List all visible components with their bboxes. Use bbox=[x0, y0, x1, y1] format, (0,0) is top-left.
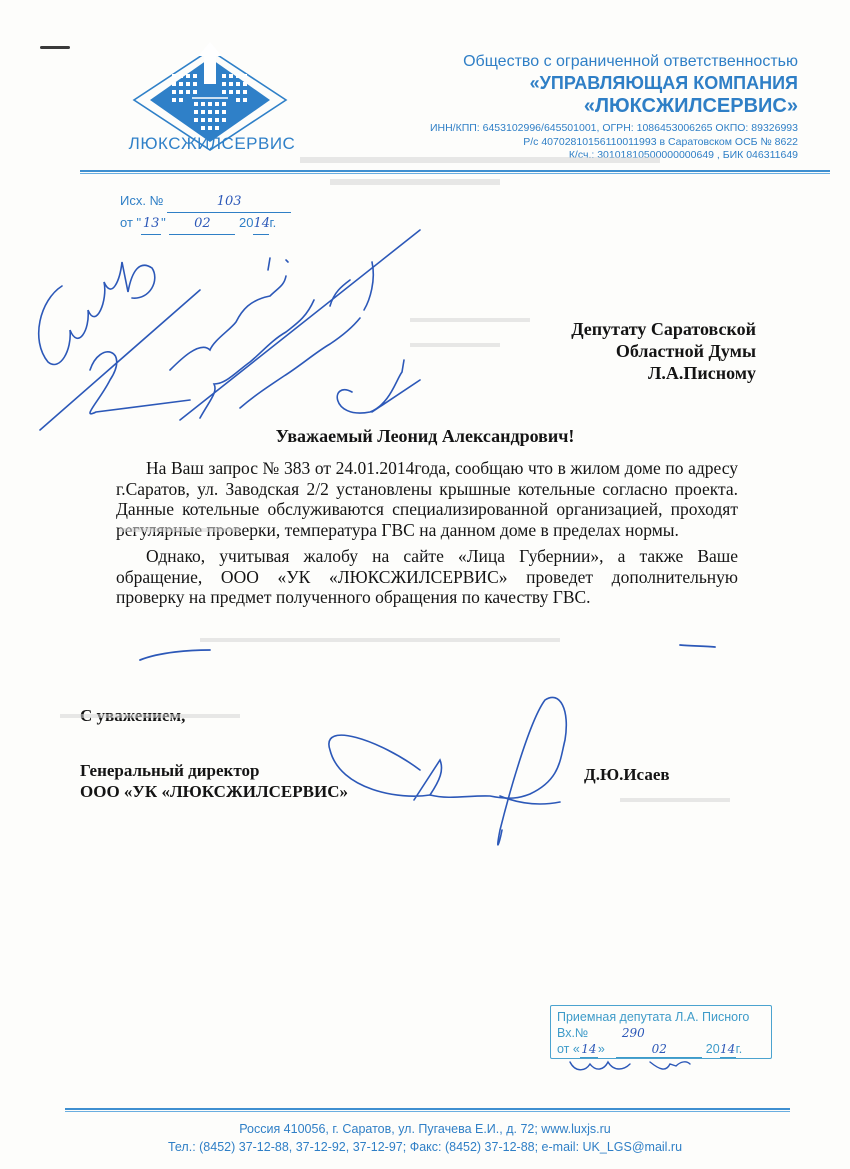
stamp-in-label: Вх.№ bbox=[557, 1026, 589, 1040]
outgoing-number-label: Исх. № bbox=[120, 193, 164, 208]
outgoing-year-suffix: г. bbox=[269, 215, 277, 230]
footer-address: Россия 410056, г. Саратов, ул. Пугачева Е.И., д. 72; www.luxjs.ru bbox=[239, 1122, 611, 1136]
addressee-block bbox=[571, 318, 756, 384]
ink-underline-marks bbox=[140, 645, 715, 660]
requisites-corr-account: К/сч.: 30101810500000000649 , БИК 046311649 bbox=[568, 149, 798, 161]
stamp-title: Приемная депутата Л.А. Писного bbox=[557, 1010, 750, 1024]
margin-dash-mark bbox=[40, 46, 70, 49]
resolution-handwriting bbox=[39, 230, 420, 430]
signer-position bbox=[80, 760, 348, 802]
company-requisites bbox=[430, 122, 798, 163]
stamp-handwriting bbox=[570, 1062, 690, 1070]
outgoing-date-month: 02 bbox=[169, 214, 235, 235]
outgoing-date-prefix: от " bbox=[120, 215, 142, 230]
requisites-account: Р/с 40702810156110011993 в Саратовском ОСБ № 8622 bbox=[523, 135, 798, 148]
stamp-year-suffix: г. bbox=[735, 1042, 743, 1056]
header-divider bbox=[80, 170, 830, 174]
org-legal-form: Общество с ограниченной ответственностью bbox=[463, 53, 798, 70]
stamp-date-day-suffix: » bbox=[597, 1042, 605, 1056]
addressee-line1: Депутату Саратовской bbox=[571, 319, 756, 339]
outgoing-number-block bbox=[120, 191, 291, 235]
org-name-line2: «ЛЮКСЖИЛСЕРВИС» bbox=[583, 95, 798, 117]
signer-company: ООО «УК «ЛЮКСЖИЛСЕРВИС» bbox=[80, 782, 348, 801]
logo-wordmark: ЛЮКСЖИЛСЕРВИС bbox=[128, 134, 296, 153]
addressee-line3: Л.А.Писному bbox=[647, 363, 756, 383]
outgoing-number-value: 103 bbox=[167, 192, 291, 213]
organization-name bbox=[463, 52, 798, 118]
outgoing-date-day: 13 bbox=[141, 214, 161, 235]
stamp-date-day: 14 bbox=[581, 1042, 597, 1056]
salutation: Уважаемый Леонид Александрович! bbox=[275, 426, 575, 446]
outgoing-year-prefix: 20 bbox=[239, 215, 254, 230]
footer-divider bbox=[65, 1108, 790, 1112]
org-name-line1: «УПРАВЛЯЮЩАЯ КОМПАНИЯ bbox=[529, 73, 798, 93]
letter-body bbox=[116, 458, 738, 608]
signer-title: Генеральный директор bbox=[80, 761, 260, 780]
stamp-date-month: 02 bbox=[616, 1041, 702, 1058]
outgoing-date-year: 14 bbox=[253, 214, 269, 235]
stamp-date-year: 14 bbox=[720, 1042, 736, 1056]
closing-regards: С уважением, bbox=[80, 706, 186, 725]
stamp-date-prefix: от « bbox=[557, 1042, 580, 1056]
body-paragraph-1: На Ваш запрос № 383 от 24.01.2014года, сообщаю что в жилом доме по адресу г.Саратов, ул. Заводская 2/2 установлены крышные котельные согласно проекта. Данные котельные обслуживаются специализированной организацией, проходят регулярные проверки, температура ГВС на данном доме в пределах нормы. bbox=[116, 458, 738, 540]
signer-name: Д.Ю.Исаев bbox=[584, 765, 670, 784]
stamp-in-number: 290 bbox=[621, 1026, 645, 1040]
director-signature bbox=[329, 697, 566, 845]
body-paragraph-2: Однако, учитывая жалобу на сайте «Лица Губернии», а также Ваше обращение, ООО «УК «ЛЮКСЖИЛСЕРВИС» проведет дополнительную проверку на предмет полученного обращения по качеству ГВС. bbox=[116, 546, 738, 607]
stamp-year-prefix: 20 bbox=[705, 1042, 720, 1056]
footer-phones: Тел.: (8452) 37-12-88, 37-12-92, 37-12-97; Факс: (8452) 37-12-88; e-mail: UK_LGS@mail.ru bbox=[167, 1140, 683, 1154]
addressee-line2: Областной Думы bbox=[615, 341, 756, 361]
registration-stamp bbox=[550, 1005, 772, 1059]
footer-contacts bbox=[0, 1120, 850, 1156]
outgoing-date-day-suffix: " bbox=[161, 215, 166, 230]
company-logo-icon bbox=[110, 38, 310, 178]
requisites-tax-ids: ИНН/КПП: 6453102996/645501001, ОГРН: 1086453006265 ОКПО: 89326993 bbox=[429, 122, 798, 134]
